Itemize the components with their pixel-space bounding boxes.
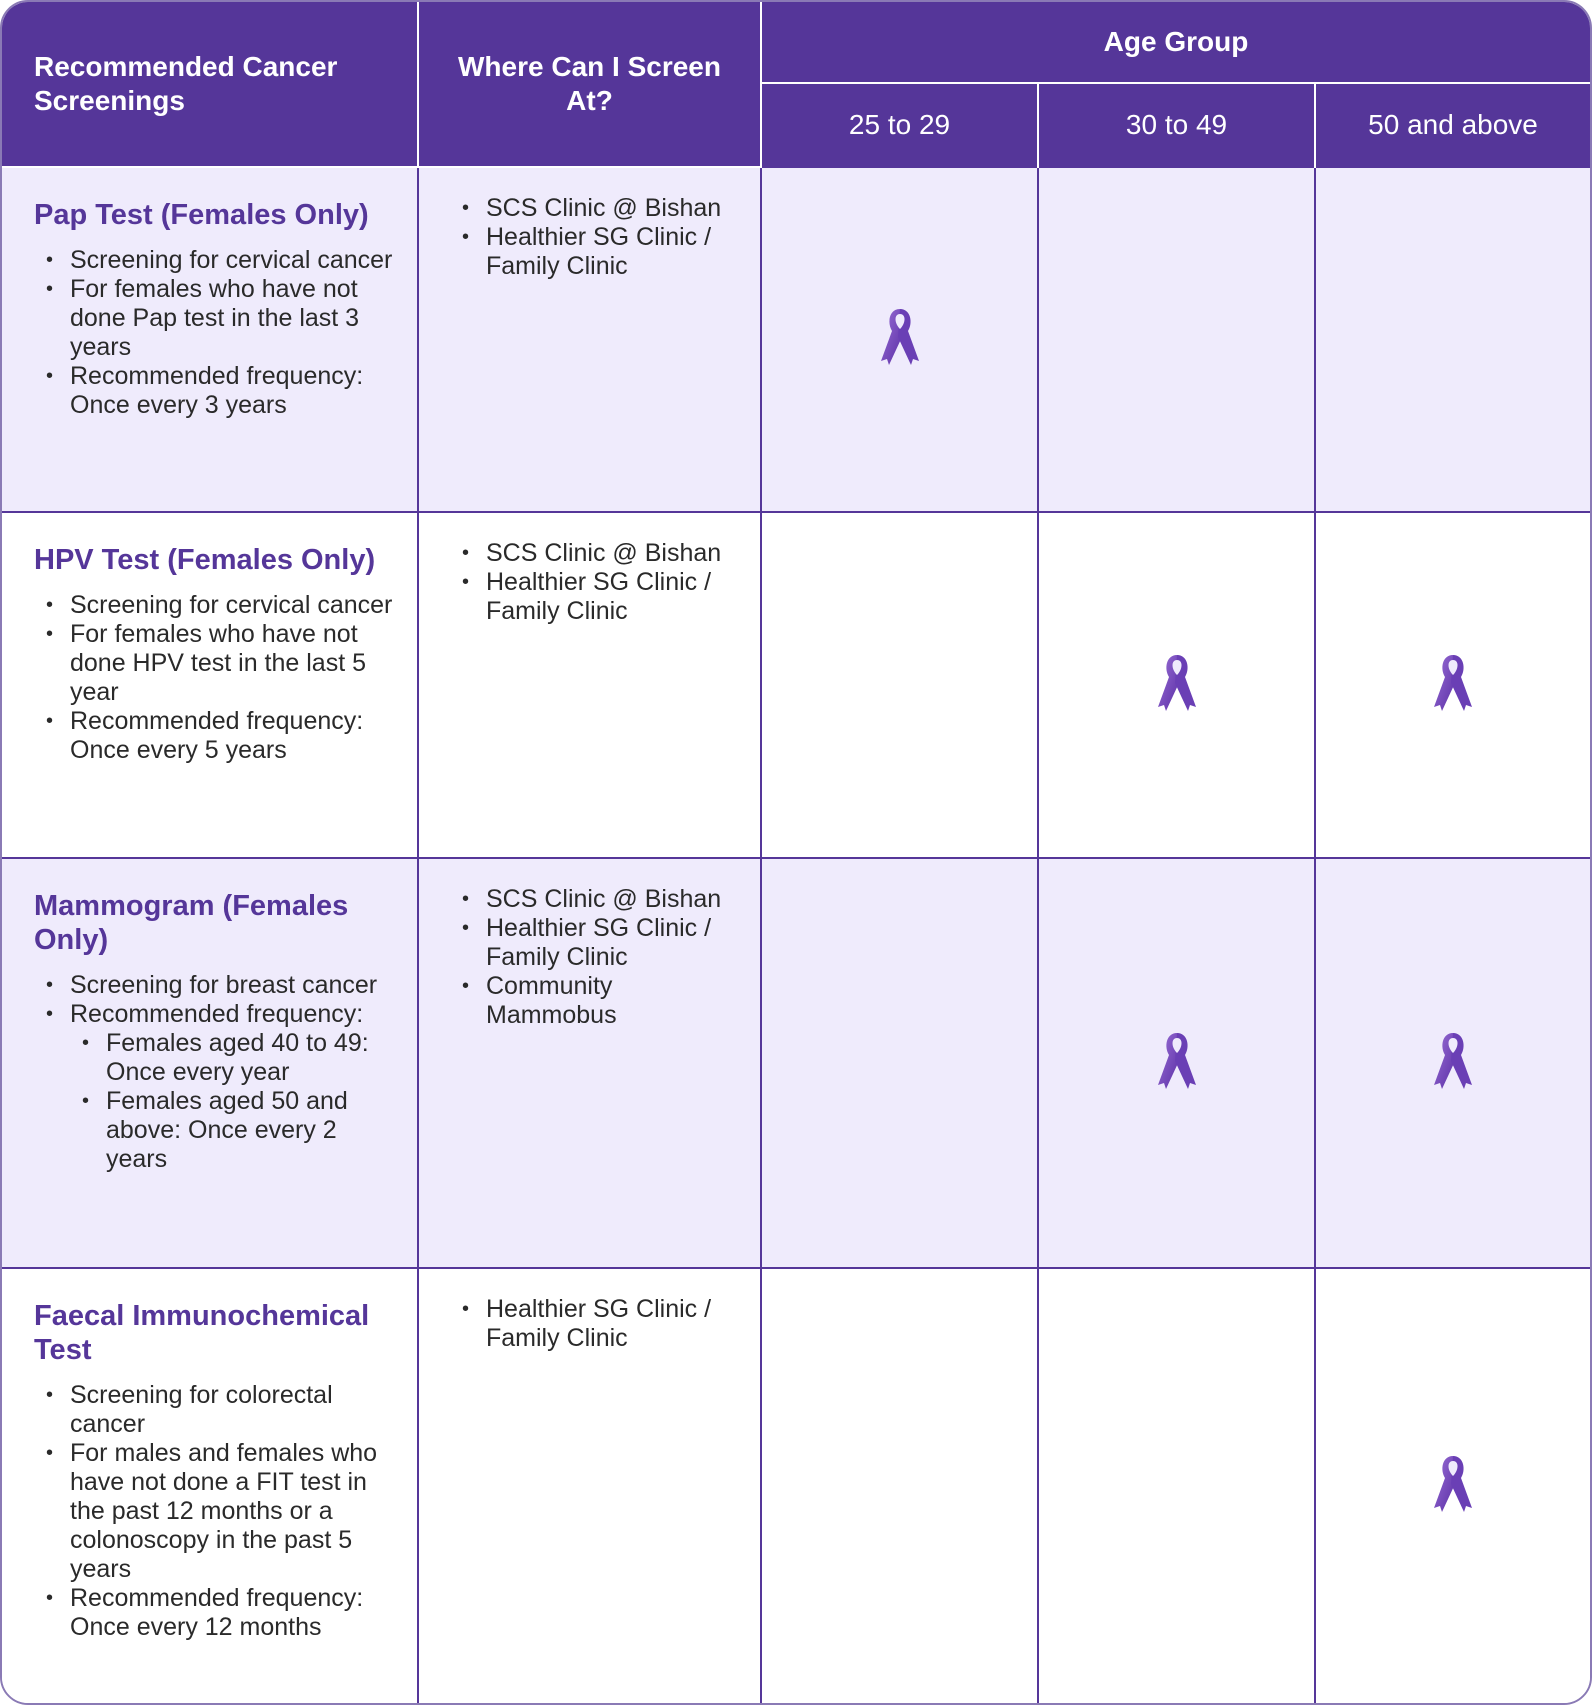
location-item: • Healthier SG Clinic / Family Clinic [486,568,742,626]
age-cell-25-29 [761,858,1038,1268]
location-item: • SCS Clinic @ Bishan [486,194,742,223]
detail-item: • Screening for cervical cancer [70,591,397,620]
screening-title: Mammogram (Females Only) [34,890,349,956]
header-age-30-49: 30 to 49 [1038,83,1315,167]
screening-details [70,246,397,420]
header-age-25-29: 25 to 29 [761,83,1038,167]
screening-title: Pap Test (Females Only) [34,199,369,231]
header-screenings: Recommended Cancer Screenings [2,2,418,167]
detail-item: • Screening for breast cancer [70,971,397,1000]
screening-cell [2,512,418,858]
screening-title: HPV Test (Females Only) [34,544,376,576]
detail-item: • For males and females who have not done a FIT test in the past 12 months or a colonoscopy in the past 5 years [70,1439,397,1584]
frequency-sub-list [106,1029,397,1174]
detail-item: • Screening for cervical cancer [70,246,397,275]
age-cell-50-above [1315,858,1590,1268]
awareness-ribbon-icon [1428,651,1478,715]
where-cell [418,512,761,858]
detail-item: • Screening for colorectal cancer [70,1381,397,1439]
awareness-ribbon-icon [875,305,925,369]
age-cell-50-above [1315,1268,1590,1704]
detail-item-text: Recommended frequency: [70,1000,364,1028]
table-row [2,858,1590,1268]
screening-cell [2,858,418,1268]
awareness-ribbon-icon [1152,651,1202,715]
age-cell-25-29 [761,1268,1038,1704]
screening-cell [2,1268,418,1704]
screening-details [70,1381,397,1642]
location-item: • SCS Clinic @ Bishan [486,539,742,568]
table-row [2,167,1590,512]
detail-item [70,1000,397,1174]
table-row [2,512,1590,858]
detail-item: • Recommended frequency: Once every 5 years [70,707,397,765]
location-item: • Community Mammobus [486,972,742,1030]
where-cell [418,858,761,1268]
screening-title: Faecal Immunochemical Test [34,1300,370,1366]
cancer-screening-table [2,2,1590,1704]
where-cell [418,1268,761,1704]
header-where: Where Can I Screen At? [418,2,761,167]
location-item: • SCS Clinic @ Bishan [486,885,742,914]
header-age-group: Age Group [761,2,1590,83]
location-item: • Healthier SG Clinic / Family Clinic [486,914,742,972]
age-cell-25-29 [761,512,1038,858]
screening-cell [2,167,418,512]
age-cell-50-above [1315,167,1590,512]
where-cell [418,167,761,512]
screening-details [70,971,397,1174]
awareness-ribbon-icon [1428,1452,1478,1516]
age-cell-30-49 [1038,858,1315,1268]
header-age-50-above: 50 and above [1315,83,1590,167]
age-cell-30-49 [1038,512,1315,858]
sub-detail-item: • Females aged 40 to 49: Once every year [106,1029,397,1087]
awareness-ribbon-icon [1428,1029,1478,1093]
age-cell-25-29 [761,167,1038,512]
location-item: • Healthier SG Clinic / Family Clinic [486,223,742,281]
age-cell-50-above [1315,512,1590,858]
awareness-ribbon-icon [1152,1029,1202,1093]
age-cell-30-49 [1038,1268,1315,1704]
detail-item: • For females who have not done HPV test in the last 5 year [70,620,397,707]
age-cell-30-49 [1038,167,1315,512]
detail-item: • For females who have not done Pap test in the last 3 years [70,275,397,362]
sub-detail-item: • Females aged 50 and above: Once every 2 years [106,1087,397,1174]
table-row [2,1268,1590,1704]
location-item: • Healthier SG Clinic / Family Clinic [486,1295,742,1353]
detail-item: • Recommended frequency: Once every 3 years [70,362,397,420]
detail-item: • Recommended frequency: Once every 12 months [70,1584,397,1642]
screening-details [70,591,397,765]
